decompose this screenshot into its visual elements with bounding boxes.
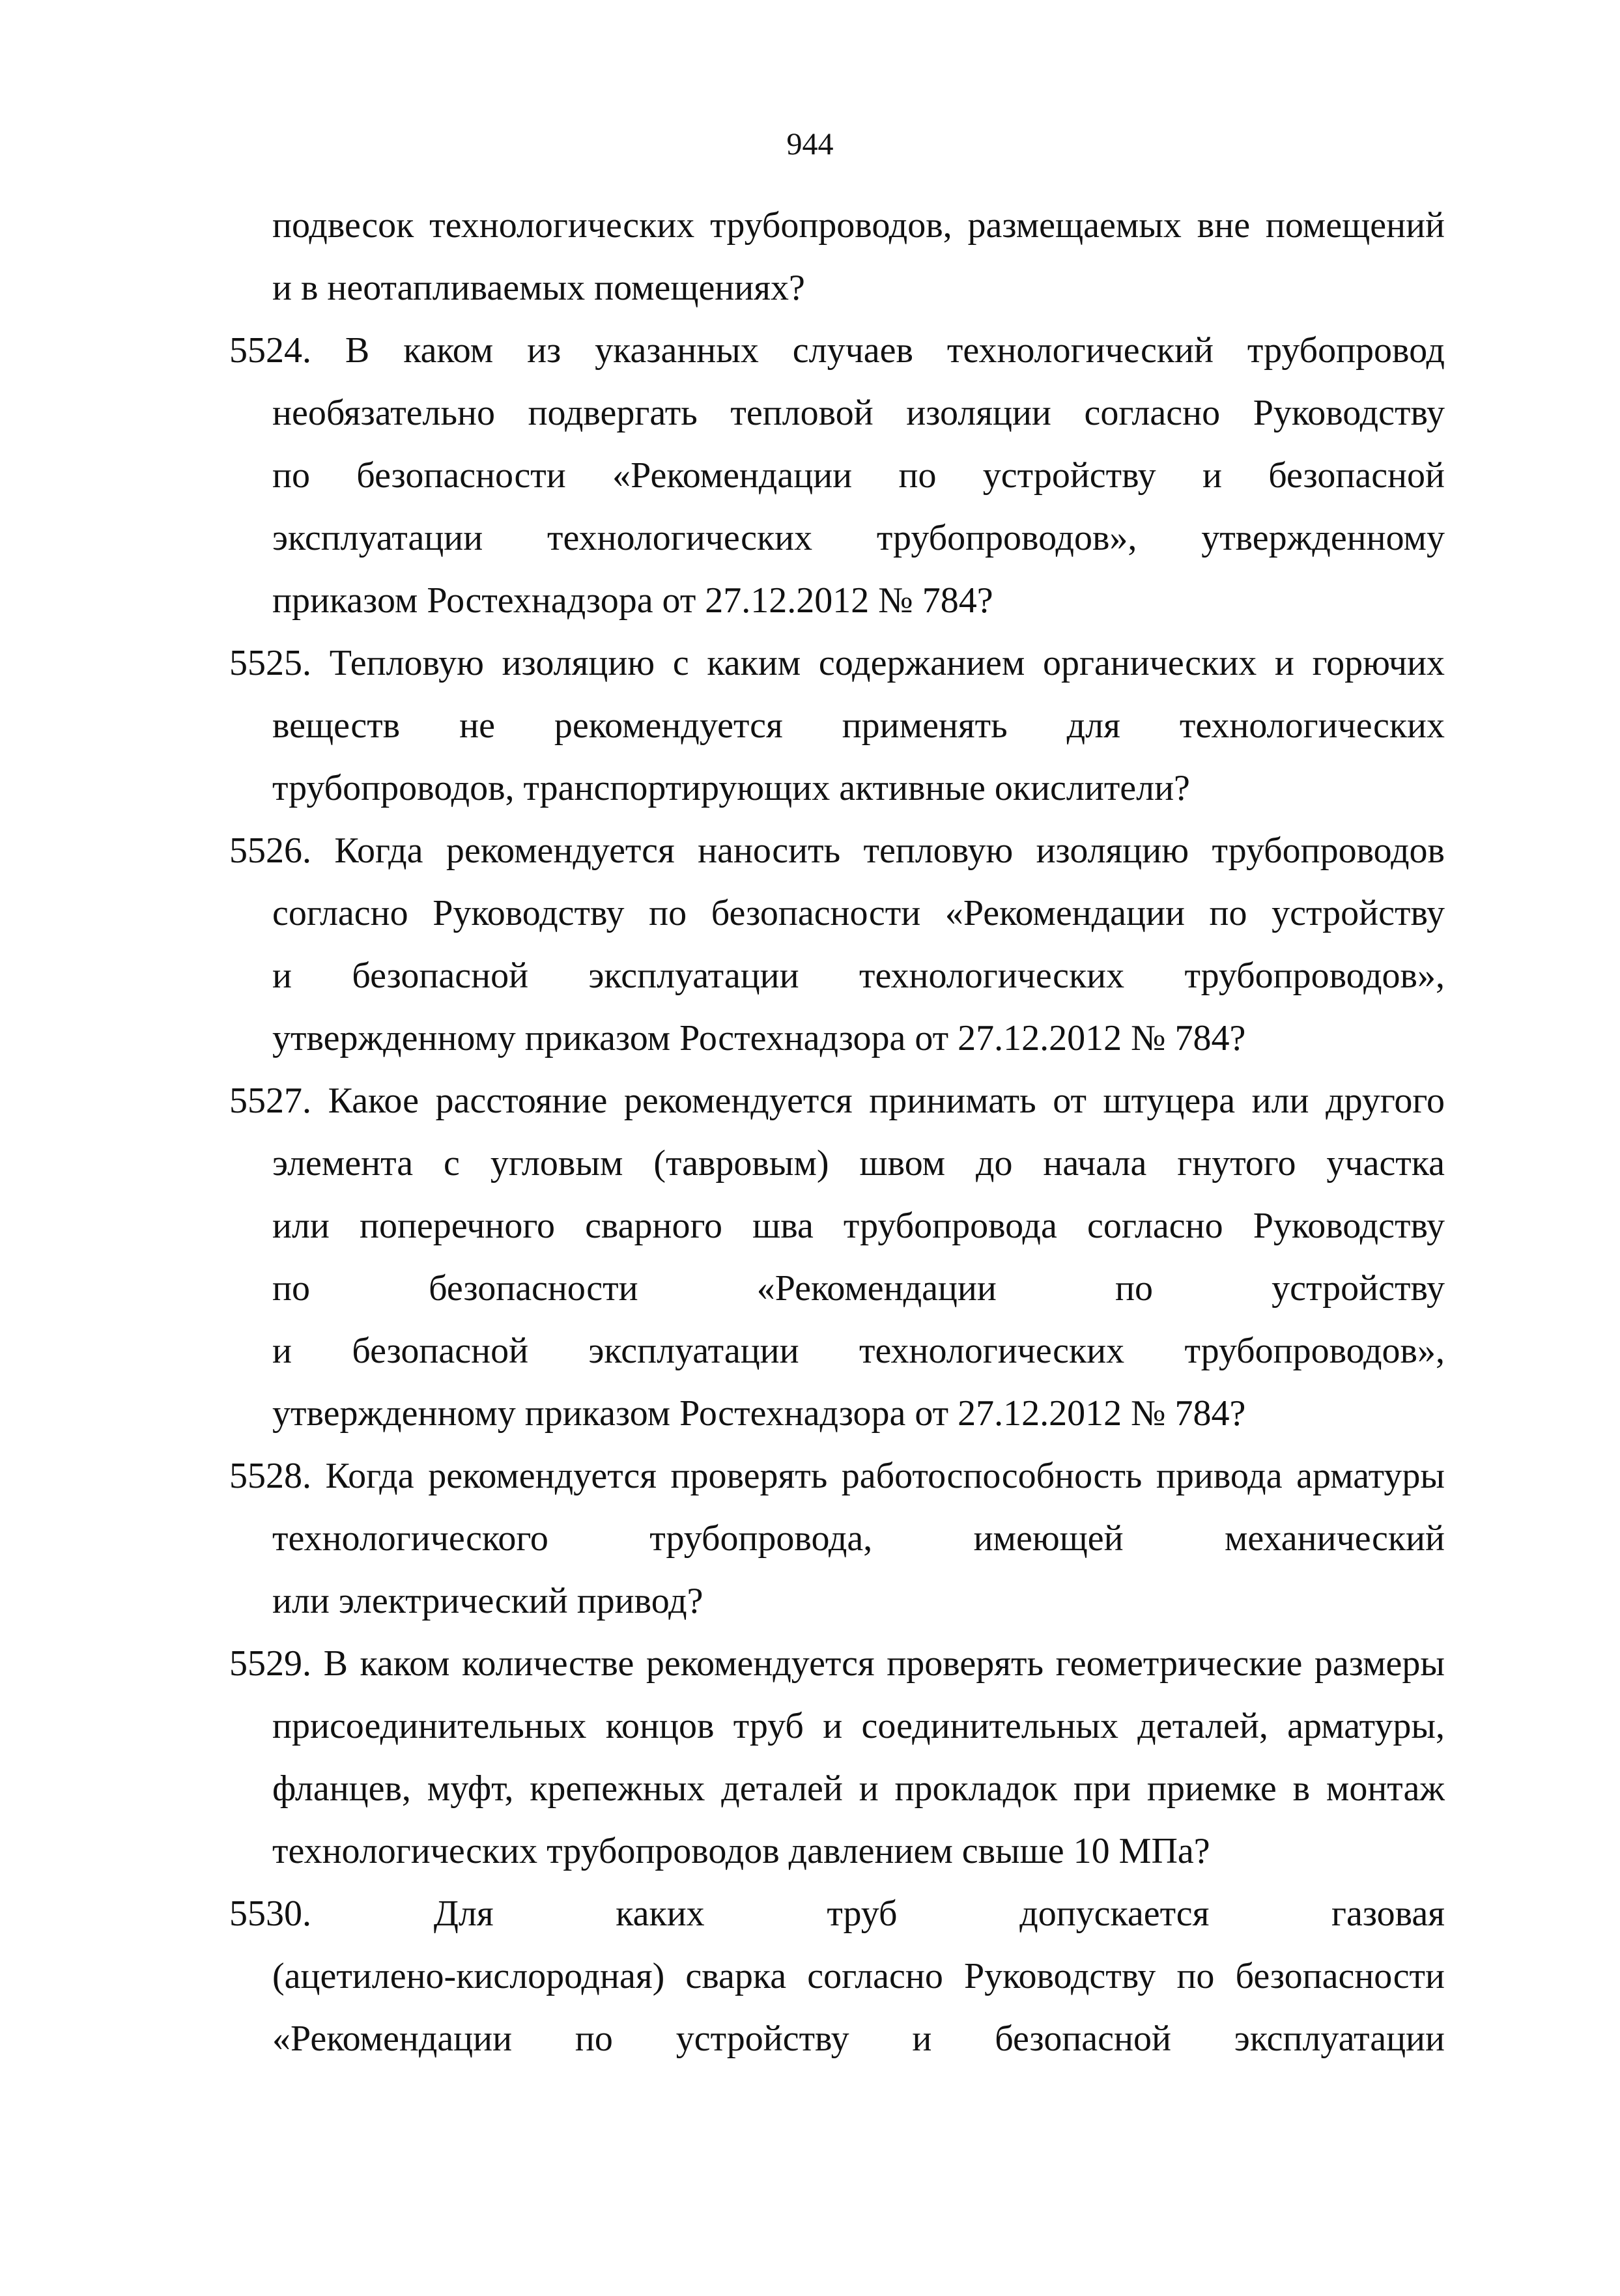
question-5526-line: 5526. Когда рекомендуется наносить тепловую изоляцию трубопроводов — [229, 830, 1445, 871]
text-line: трубопроводов, транспортирующих активные окислители? — [272, 768, 1190, 808]
text-line: приказом Ростехнадзора от 27.12.2012 № 784? — [272, 580, 993, 621]
text-line: элемента с угловым (тавровым) швом до начала гнутого участка — [272, 1143, 1445, 1183]
text-line: (ацетилено-кислородная) сварка согласно Руководству по безопасности — [272, 1956, 1445, 1996]
text-line: фланцев, муфт, крепежных деталей и прокладок при приемке в монтаж — [272, 1768, 1445, 1809]
text-line: по безопасности «Рекомендации по устройству и безопасной — [272, 455, 1445, 496]
question-5528-line: 5528. Когда рекомендуется проверять работоспособность привода арматуры — [229, 1456, 1445, 1496]
text-line: эксплуатации технологических трубопроводов», утвержденному — [272, 518, 1445, 558]
text-line: присоединительных концов труб и соединительных деталей, арматуры, — [272, 1706, 1445, 1746]
question-5525-line: 5525. Тепловую изоляцию с каким содержанием органических и горючих — [229, 643, 1445, 683]
text-line: подвесок технологических трубопроводов, размещаемых вне помещений — [272, 205, 1445, 246]
text-line: или электрический привод? — [272, 1581, 703, 1621]
text-line: необязательно подвергать тепловой изоляции согласно Руководству — [272, 393, 1445, 433]
text-line: и в неотапливаемых помещениях? — [272, 268, 805, 308]
text-line: согласно Руководству по безопасности «Рекомендации по устройству — [272, 893, 1445, 933]
question-5530-line: 5530. Для каких труб допускается газовая — [229, 1893, 1445, 1934]
question-5529-line: 5529. В каком количестве рекомендуется проверять геометрические размеры — [229, 1643, 1445, 1684]
text-line: утвержденному приказом Ростехнадзора от 27.12.2012 № 784? — [272, 1393, 1246, 1434]
text-line: или поперечного сварного шва трубопровода согласно Руководству — [272, 1206, 1445, 1246]
page-number: 944 — [786, 127, 834, 162]
text-line: и безопасной эксплуатации технологических трубопроводов», — [272, 956, 1445, 996]
text-line: утвержденному приказом Ростехнадзора от 27.12.2012 № 784? — [272, 1018, 1246, 1058]
text-line: «Рекомендации по устройству и безопасной эксплуатации — [272, 2019, 1445, 2059]
question-5527-line: 5527. Какое расстояние рекомендуется принимать от штуцера или другого — [229, 1081, 1445, 1121]
text-line: технологического трубопровода, имеющей механический — [272, 1518, 1445, 1559]
text-line: технологических трубопроводов давлением свыше 10 МПа? — [272, 1831, 1210, 1871]
question-5524-line: 5524. В каком из указанных случаев технологический трубопровод — [229, 330, 1445, 371]
text-line: по безопасности «Рекомендации по устройству — [272, 1268, 1445, 1309]
text-line: веществ не рекомендуется применять для технологических — [272, 705, 1445, 746]
text-line: и безопасной эксплуатации технологических трубопроводов», — [272, 1331, 1445, 1371]
